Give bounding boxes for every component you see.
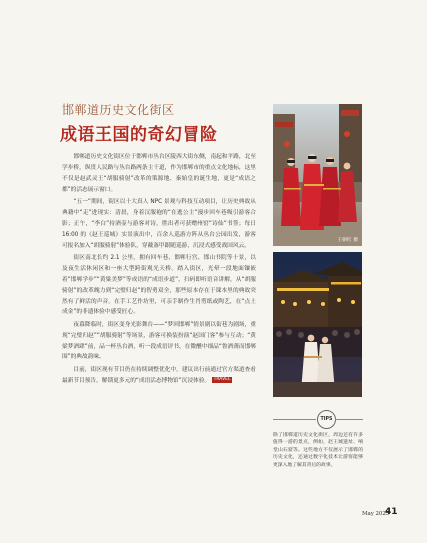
performers-photo: [273, 104, 362, 246]
article-kicker: 邯郸道历史文化街区: [62, 103, 175, 117]
night-street-photo: [273, 252, 362, 397]
body-paragraph: [62, 365, 256, 387]
body-paragraph: 夜幕降临时，街区变身光影舞台——“梦回邯郸”情景剧以街巷为剧场，重现“完璧归赵”“胡服骑射”等场景，游客可换装扮演“赵国门客”参与互动；“黄粱梦酒肆”前，品一杯丛台酒，听一段成语评书，在微醺中细品“鲁酒薄而邯郸围”的典故韵味。: [62, 321, 256, 361]
photo-credit: 王朝红 摄: [337, 238, 358, 243]
page-number: 41: [385, 507, 398, 517]
tips-badge: TIPS: [317, 410, 336, 429]
issue-month: May 2025: [362, 511, 390, 517]
body-paragraph: 邯郸道历史文化街区位于邯郸市丛台区陵西大街东侧，南起和平路，北至学步桥，纵贯人民路与丛台路两条主干道，作为邯郸市的重点文化地标，这里不仅是赵武灵王“胡服骑射”改革的策源地、秦始皇的诞生地，更是“成语之都”的活态展示窗口。: [62, 154, 256, 193]
body-paragraph-text: 目前，街区现有节目仍在持续调整优化中，建议出行前通过官方渠道查看最新节目预告，解锁更多元的“成语活态博物馆”沉浸体验。: [62, 366, 256, 384]
tips-text: 除了邯郸道历史文化街区，周边还有许多值得一游的景点，例如，赵王城遗址、响堂山石窟等。这些地方不仅展示了邯郸的历史文化，还通过数字化技术让游客能够更深入地了解其背后的故事。: [273, 433, 363, 468]
performers-illustration: [273, 104, 362, 246]
end-mark: TRAVEL: [213, 377, 231, 383]
body-paragraph: 街区南北长约 2.1 公里，拥有回车巷、邯郸行宫、邯山书院等十景，以及夜生活休闲区和一座大型跨街观光天桥。踏入街区，光晕一段地面镶嵌着“邯郸学步”“黄粱美梦”等成语的“成语步道”，扫码即听语音讲解，从“胡服骑射”的改革魄力到“完璧归赵”的智勇双全，那些原本存在于课本里的典故突然有了鲜活的声音。在手工艺作坊里，可亲手制作生肖剪纸或陶艺，在“点土成金”的非遗体验中感受匠心。: [62, 254, 256, 316]
tips-divider-right: [335, 419, 363, 420]
article-headline: 成语王国的奇幻冒险: [60, 125, 218, 145]
tips-divider-left: [273, 419, 316, 420]
body-paragraph: “五一”期间，街区以十大真人 NPC 景观与科技互动项目，让历史典故从典籍中“走”进现实：清晨，身着汉服袍的“在逃公主”漫步回车巷吸引游客合影；正午，“李白”持酒壶与游客对诗，胜出者可获赠州窑“诗仙”书签；每日16:00 的《赵王巡城》实景演出中，百余人巡游方阵从丛台公园出发，游客可报名加入“胡服骑射”体验队，穿戴盔甲跟随巡游，沉浸式感受战国风云。: [62, 199, 256, 249]
night-street-illustration: [273, 252, 362, 397]
article-body: [62, 152, 256, 387]
